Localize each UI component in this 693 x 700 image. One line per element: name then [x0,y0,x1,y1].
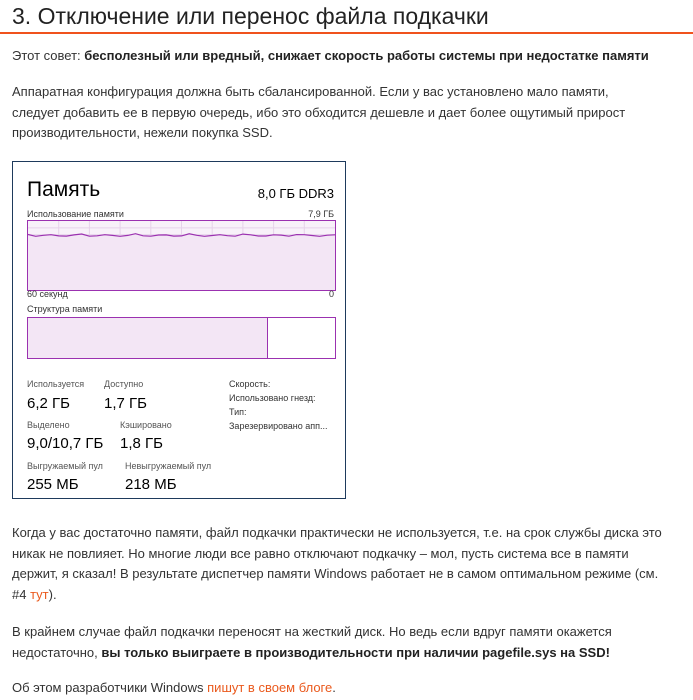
paragraph-pagefile-hdd-bold: вы только выиграете в производительности при наличии pagefile.sys на SSD! [101,644,610,660]
cached-label: Кэшировано [120,420,172,430]
memory-structure-used [28,318,268,358]
see-here-link[interactable]: тут [30,586,49,602]
in-use-label: Используется [27,379,85,389]
tip-prefix: Этот совет: [12,48,85,63]
paragraph-pagefile-hdd-text: В крайнем случае файл подкачки переносят на жесткий диск. Но ведь если вдруг памяти окажется недостаточно, [12,624,612,660]
cached-value: 1,8 ГБ [120,435,163,452]
memory-structure-label: Структура памяти [27,304,103,314]
hardware-reserved-label: Зарезервировано апп... [229,421,328,431]
graph-time-label: 60 секунд [27,289,68,299]
section-heading: 3. Отключение или перенос файла подкачки [12,3,489,29]
in-use-value: 6,2 ГБ [27,395,70,412]
memory-usage-graph-svg [28,221,335,290]
committed-label: Выделено [27,420,70,430]
memory-usage-label: Использование памяти [27,209,124,219]
paragraph-windows-blog-end: . [332,680,336,695]
windows-blog-link[interactable]: пишут в своем блоге [207,680,333,695]
committed-value: 9,0/10,7 ГБ [27,435,104,452]
paragraph-windows-blog-text: Об этом разработчики Windows [12,680,208,695]
memory-structure-bar [27,317,336,359]
memory-usage-graph [27,220,336,291]
slots-used-label: Использовано гнезд: [229,393,316,403]
graph-time-zero: 0 [328,289,334,299]
paragraph-pagefile-disable-end: ). [48,586,57,602]
memory-title: Память [27,178,101,201]
paged-pool-value: 255 МБ [27,476,79,493]
heading-underline [0,32,693,34]
speed-label: Скорость: [229,379,271,389]
memory-total: 8,0 ГБ DDR3 [257,186,334,201]
paragraph-pagefile-disable-text: Когда у вас достаточно памяти, файл подкачки практически не используется, т.е. на срок службы диска это никак не повлияет. Но многие люди все равно отключают подкачку – мол, пусть система все в памяти держит, я сказал! В результате диспетчер памяти Windows работает не в самом оптимальном режиме (см. #4 [12,525,662,602]
memory-type-label: Тип: [229,407,247,417]
tip-verdict: бесполезный или вредный, снижает скорость работы системы при недостатке памяти [84,48,649,63]
graph-usage-area [28,234,335,290]
paragraph-pagefile-hdd [12,622,667,663]
paragraph-balanced-config: Аппаратная конфигурация должна быть сбалансированной. Если у вас установлено мало памяти, следует добавить ее в первую очередь, ибо это обходится дешевле и дает более ощутимый прирост производительности, нежели покупка SSD. [12,84,626,141]
available-value: 1,7 ГБ [104,395,147,412]
tip-line [12,46,649,67]
task-manager-memory-screenshot [12,161,346,499]
paged-pool-label: Выгружаемый пул [27,461,103,471]
paragraph-pagefile-disable [12,523,672,605]
nonpaged-pool-value: 218 МБ [125,476,177,493]
available-label: Доступно [104,379,144,389]
nonpaged-pool-label: Невыгружаемый пул [125,461,212,471]
memory-usage-max: 7,9 ГБ [308,209,334,219]
paragraph-windows-blog [12,678,336,699]
